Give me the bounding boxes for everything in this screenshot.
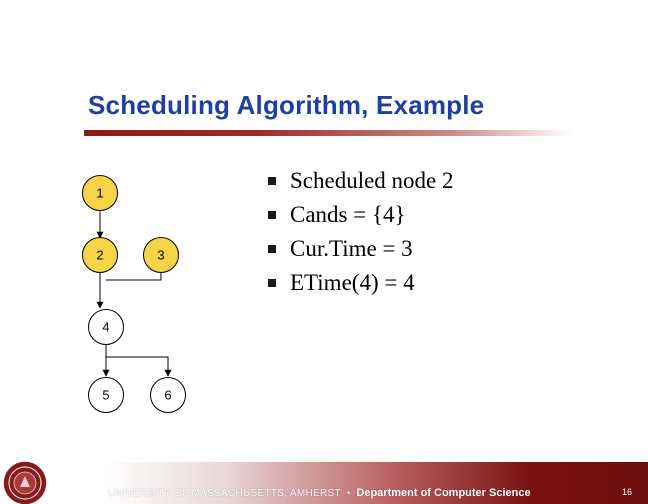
edge-4-6	[106, 357, 168, 376]
node-label: 4	[102, 319, 110, 335]
bullet-item	[268, 200, 454, 234]
task-graph	[70, 168, 210, 418]
square-bullet-icon	[268, 177, 276, 185]
square-bullet-icon	[268, 211, 276, 219]
node-label: 3	[157, 247, 165, 263]
bullet-item	[268, 268, 454, 302]
bullet-text: Cur.Time = 3	[290, 236, 413, 261]
graph-node-1	[83, 176, 118, 211]
footer-separator: •	[346, 488, 351, 499]
bullet-item	[268, 234, 454, 268]
graph-node-2	[83, 238, 118, 273]
bullet-list	[268, 166, 454, 302]
graph-node-3	[144, 238, 179, 273]
bullet-item	[268, 166, 454, 200]
square-bullet-icon	[268, 279, 276, 287]
footer-text	[108, 487, 531, 499]
square-bullet-icon	[268, 245, 276, 253]
footer-university: UNIVERSITY OF MASSACHUSETTS, AMHERST	[108, 488, 341, 499]
edge-3-4	[106, 271, 161, 280]
node-label: 5	[102, 387, 110, 403]
page-number: 16	[622, 487, 633, 497]
node-label: 1	[96, 185, 104, 201]
university-seal-icon	[0, 454, 50, 504]
slide-title: Scheduling Algorithm, Example	[88, 90, 485, 120]
node-label: 6	[164, 387, 172, 403]
footer-department: Department of Computer Science	[356, 487, 531, 499]
title-underline	[84, 130, 572, 136]
bullet-text: ETime(4) = 4	[290, 270, 415, 295]
bullet-text: Scheduled node 2	[290, 168, 454, 193]
node-label: 2	[96, 247, 104, 263]
graph-node-4	[89, 310, 124, 345]
graph-node-6	[151, 378, 186, 413]
graph-node-5	[89, 378, 124, 413]
bullet-text: Cands = {4}	[290, 202, 406, 227]
